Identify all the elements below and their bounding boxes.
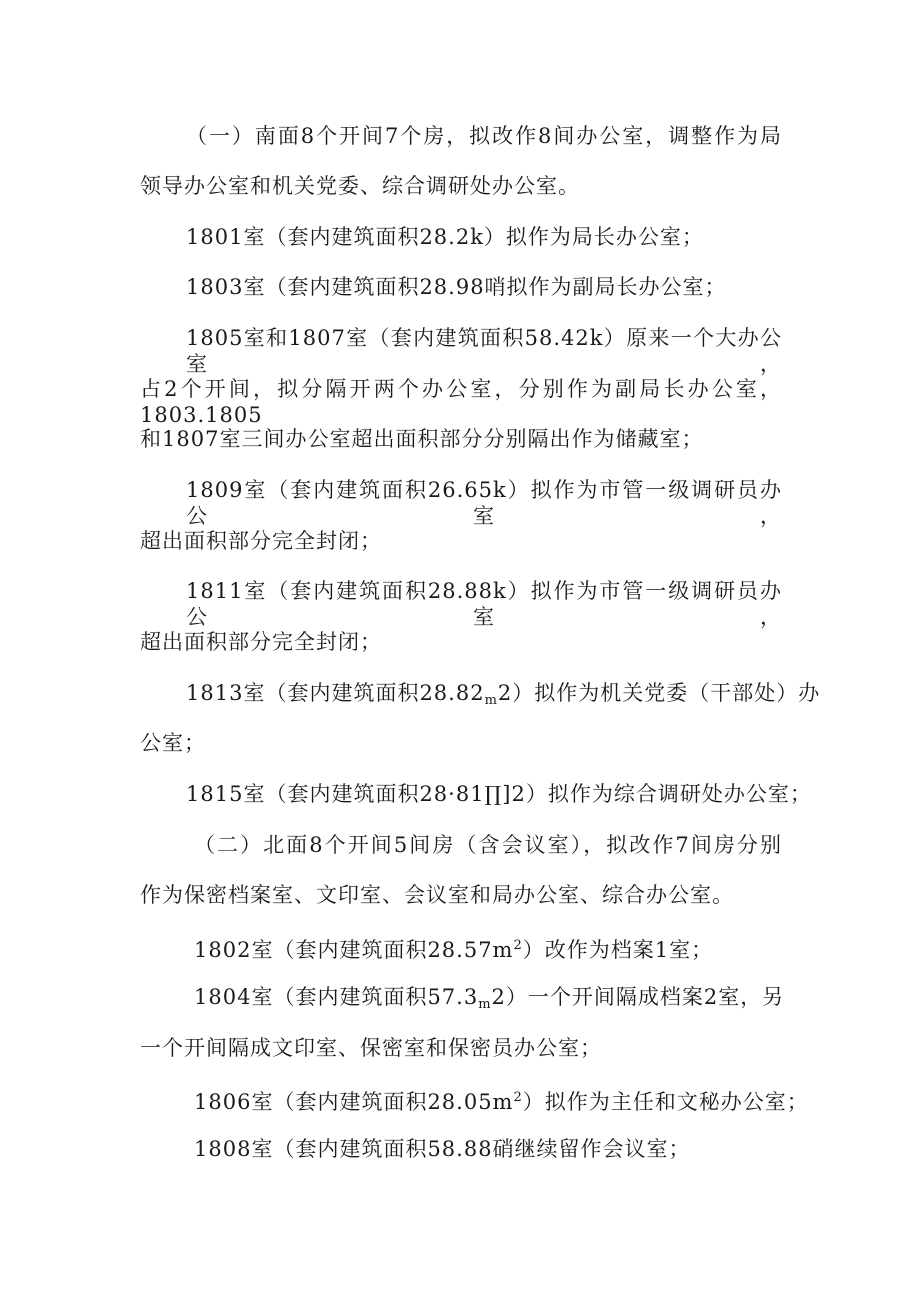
paragraph-line-1813 bbox=[186, 680, 821, 714]
paragraph-line: 一个开间隔成文印室、保密室和保密员办公室； bbox=[140, 1036, 602, 1060]
line-text: 2）拟作为机关党委（干部处）办 bbox=[497, 681, 821, 705]
line-text: 2）一个开间隔成档案2室，另 bbox=[491, 985, 785, 1009]
paragraph-line: 公室； bbox=[140, 731, 206, 755]
paragraph-line: 和1807室三间办公室超出面积部分分别隔出作为储藏室； bbox=[140, 427, 704, 451]
unit-subscript: m bbox=[478, 997, 492, 1012]
paragraph-line: 领导办公室和机关党委、综合调研处办公室。 bbox=[140, 174, 580, 198]
paragraph-line: 1801室（套内建筑面积28.2k）拟作为局长办公室； bbox=[186, 225, 704, 249]
line-text: 1804室（套内建筑面积57.3 bbox=[194, 985, 479, 1009]
unit-superscript: 2 bbox=[513, 1090, 523, 1105]
paragraph-line: （二）北面8个开间5间房（含会议室），拟改作7间房分别 bbox=[194, 833, 782, 857]
paragraph-line: 1805室和1807室（套内建筑面积58.42k）原来一个大办公室， bbox=[186, 326, 782, 376]
paragraph-line: 超出面积部分完全封闭； bbox=[140, 630, 382, 654]
line-text: 1802室（套内建筑面积28.57m bbox=[194, 938, 514, 962]
line-text: 1813室（套内建筑面积28.82 bbox=[186, 681, 485, 705]
paragraph-line-1804 bbox=[194, 984, 784, 1018]
line-text: ）改作为档案1室； bbox=[522, 938, 714, 962]
paragraph-line: 作为保密档案室、文印室、会议室和局办公室、综合办公室。 bbox=[140, 883, 734, 907]
paragraph-line: 1815室（套内建筑面积28·81∏]2）拟作为综合调研处办公室； bbox=[186, 782, 812, 806]
unit-subscript: m bbox=[484, 693, 498, 708]
paragraph-line: 1803室（套内建筑面积28.98哨拟作为副局长办公室； bbox=[186, 275, 727, 299]
paragraph-line: 超出面积部分完全封闭； bbox=[140, 529, 382, 553]
paragraph-line: 1808室（套内建筑面积58.88硝继续留作会议室； bbox=[194, 1137, 691, 1161]
line-text: 1806室（套内建筑面积28.05m bbox=[194, 1090, 514, 1114]
paragraph-line: （一）南面8个开间7个房，拟改作8间办公室，调整作为局 bbox=[186, 124, 782, 148]
paragraph-line-1802 bbox=[194, 933, 713, 963]
paragraph-line: 1811室（套内建筑面积28.88k）拟作为市管一级调研员办公室， bbox=[186, 579, 782, 629]
paragraph-line: 1809室（套内建筑面积26.65k）拟作为市管一级调研员办公室， bbox=[186, 478, 782, 528]
unit-superscript: 2 bbox=[513, 938, 523, 953]
line-text: ）拟作为主任和文秘办公室； bbox=[522, 1090, 809, 1114]
paragraph-line: 占2个开间，拟分隔开两个办公室，分别作为副局长办公室，1803.1805 bbox=[140, 377, 782, 427]
paragraph-line-1806 bbox=[194, 1085, 809, 1115]
